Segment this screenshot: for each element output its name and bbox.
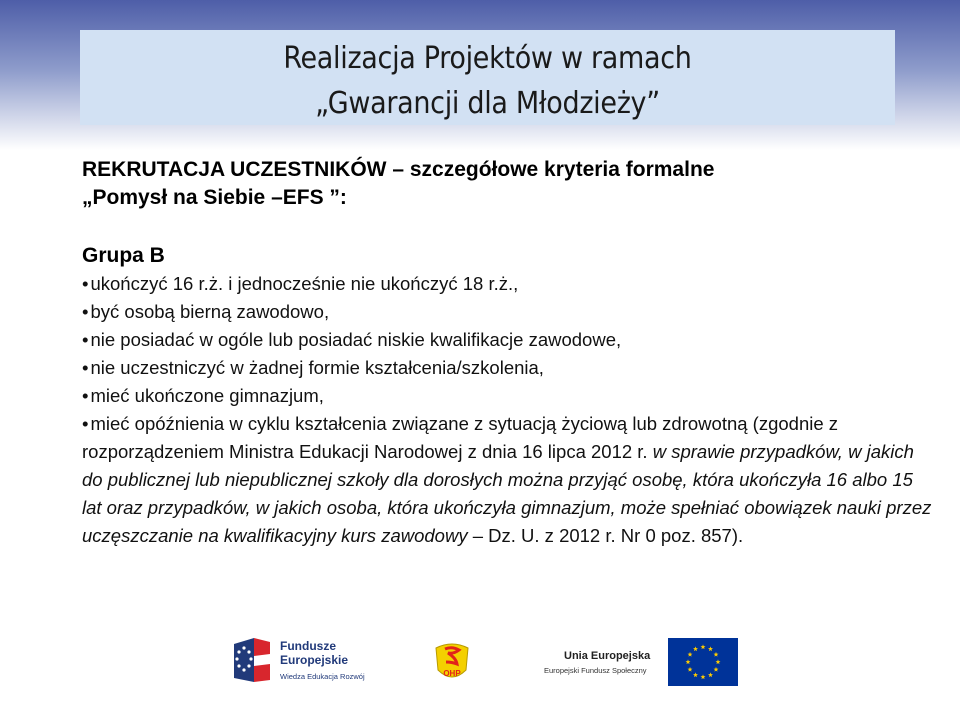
criterion-text: ukończyć 16 r.ż. i jednocześnie nie ukończyć 18 r.ż., — [90, 273, 519, 294]
criterion-text: mieć opóźnienia w cyklu kształcenia związane z sytuacją życiową lub zdrowotną (zgodnie z rozporządzeniem Ministra Edukacji Narodowej z dnia 16 lipca 2012 r. — [82, 413, 839, 462]
list-item — [82, 270, 932, 298]
bullet: • — [82, 385, 89, 406]
criterion-text: być osobą bierną zawodowo, — [90, 301, 330, 322]
ue-fund-name: Europejski Fundusz Społeczny — [544, 666, 647, 675]
title-line-1: Realizacja Projektów w ramach — [283, 41, 692, 76]
criteria-list — [82, 270, 932, 550]
bullet: • — [82, 273, 89, 294]
list-item — [82, 326, 932, 354]
fe-name-line-2: Europejskie — [280, 653, 349, 667]
unia-europejska-logo — [530, 630, 744, 694]
list-item — [82, 354, 932, 382]
group-label: Grupa B — [82, 244, 165, 267]
criterion-text: nie posiadać w ogóle lub posiadać niskie kwalifikacje zawodowe, — [90, 329, 622, 350]
recruitment-heading: REKRUTACJA UCZESTNIKÓW – szczegółowe kryteria formalne — [82, 158, 715, 181]
list-item — [82, 410, 932, 550]
bullet: • — [82, 301, 89, 322]
fundusze-europejskie-icon — [232, 638, 272, 684]
regulation-title: w sprawie przypadków, w jakich do publicznej lub niepublicznej szkoły dla dorosłych można przyjąć osobę, która ukończyła 16 albo 15 lat oraz przypadków, w jakich osoba, która ukończyła gimnazjum, może spełniać obowiązek nauki przez uczęszczanie na kwalifikacyjny kurs zawodowy — [82, 441, 932, 546]
bullet: • — [82, 357, 89, 378]
criterion-text: nie uczestniczyć w żadnej formie kształcenia/szkolenia, — [90, 357, 544, 378]
ohp-icon — [432, 640, 472, 684]
bullet: • — [82, 329, 89, 350]
ohp-label: OHP — [443, 669, 461, 678]
logo-bar — [224, 628, 744, 698]
eu-flag-icon — [668, 638, 738, 686]
list-item — [82, 298, 932, 326]
bullet: • — [82, 413, 89, 434]
title-line-2: „Gwarancji dla Młodzieży” — [315, 86, 660, 121]
fe-program-name: Wiedza Edukacja Rozwój — [280, 672, 365, 681]
title-box — [80, 30, 895, 125]
fe-name-line-1: Fundusze — [280, 639, 336, 653]
fundusze-europejskie-logo — [224, 628, 379, 694]
list-item — [82, 382, 932, 410]
main-content — [82, 156, 932, 550]
program-name: „Pomysł na Siebie –EFS ”: — [82, 186, 347, 209]
ohp-logo — [432, 640, 472, 684]
criterion-text: mieć ukończone gimnazjum, — [90, 385, 324, 406]
regulation-reference: – Dz. U. z 2012 r. Nr 0 poz. 857). — [467, 525, 744, 546]
ue-name: Unia Europejska — [564, 650, 651, 662]
